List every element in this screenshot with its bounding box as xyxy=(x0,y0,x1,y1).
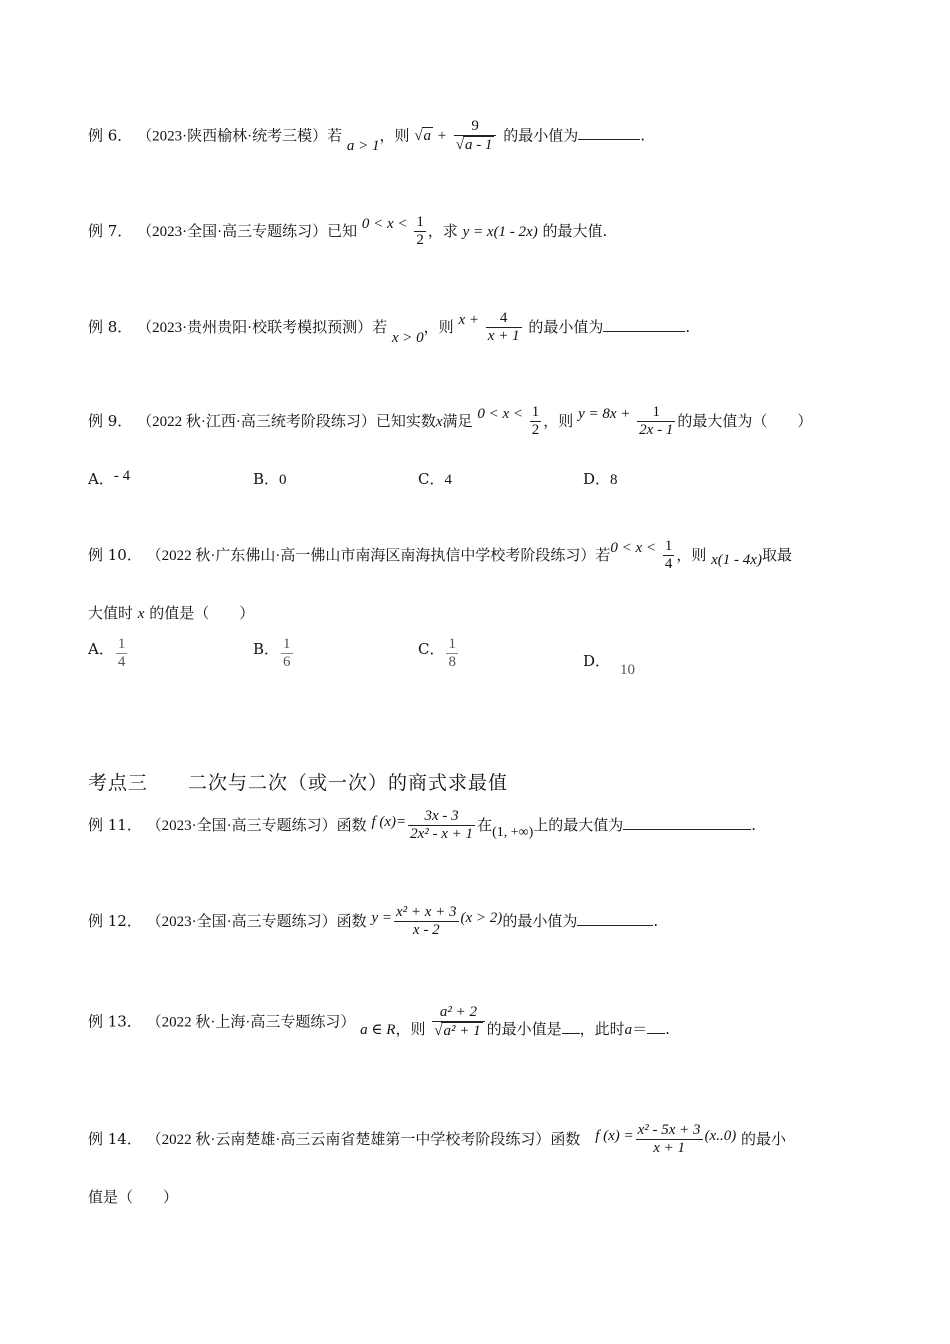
example-source: （2022 秋·云南楚雄·高三云南省楚雄第一中学校考阶段练习） xyxy=(146,1131,551,1148)
choice-d[interactable]: D． 10 xyxy=(583,652,636,678)
fraction: $\frac{1}{2x - 1}$ xyxy=(639,404,674,439)
answer-blank[interactable] xyxy=(578,125,640,140)
choice-c[interactable]: C． $\frac{1}{8}$ xyxy=(418,636,456,671)
fraction: $\frac{3x - 3}{\text{2x² - x + 1}}$ xyxy=(410,808,474,843)
example-7: 例 7． （2023·全国·高三专题练习）已知 0 < x < $\frac{1}{2}$ ，求 y = x(1 - 2x) 的最大值. xyxy=(88,214,608,249)
example-source: （2023·全国·高三专题练习） xyxy=(146,817,337,834)
example-12: 例 12． （2023·全国·高三专题练习）函数 y = $\frac{\text{x² + x + 3}}{x - 2}$ (x > 2)的最小值为 . xyxy=(88,904,659,939)
answer-blank[interactable] xyxy=(623,815,751,830)
example-source: （2023·全国·高三专题练习） xyxy=(137,223,328,240)
fraction: $\frac{9}{√a - 1}$ xyxy=(454,118,497,155)
choice-c[interactable]: C．4 xyxy=(418,470,452,488)
fraction: $\frac{\text{x² + x + 3}}{x - 2}$ xyxy=(395,904,457,939)
example-14-continued: 值是（ ） xyxy=(88,1188,179,1206)
fraction: $\frac{1}{2}$ xyxy=(416,214,424,249)
example-13: 例 13． （2022 秋·上海·高三专题练习） a ∈ R，则 $\frac{\text{a² + 2}}{\text{√a² + 1}}$ 的最小值是 ，此时a＝ . xyxy=(88,1004,670,1040)
condition: a > 1 xyxy=(346,138,380,155)
fraction: $\frac{1}{2}$ xyxy=(531,404,540,439)
section-title: 考点三 二次与二次（或一次）的商式求最值 xyxy=(88,772,509,794)
answer-blank[interactable] xyxy=(562,1019,580,1034)
example-10: 例 10． （2022 秋·广东佛山·高一佛山市南海区南海执信中学校考阶段练习）若0 < x < $\frac{1}{4}$ ，则 x(1 - 4x)取最 xyxy=(88,538,792,573)
choice-b[interactable]: B．0 xyxy=(253,470,287,488)
example-14: 例 14． （2022 秋·云南楚雄·高三云南省楚雄第一中学校考阶段练习）函数 f (x) = $\frac{\text{x² - 5x + 3}}{x + 1}$ (x..0) 的最小 xyxy=(88,1122,787,1157)
answer-blank[interactable] xyxy=(577,911,653,926)
example-6: 例 6． （2023·陕西榆林·统考三模）若 a > 1，则 √a + $\frac{9}{√a - 1}$ 的最小值为 . xyxy=(88,118,646,155)
fraction: $\frac{1}{4}$ xyxy=(664,538,673,573)
example-source: （2023·全国·高三专题练习） xyxy=(146,913,337,930)
example-label: 例 13． xyxy=(88,1012,142,1031)
math-expression: √a + xyxy=(414,128,447,145)
math-expression: y = x(1 - 2x) xyxy=(462,223,538,240)
answer-blank[interactable] xyxy=(647,1019,665,1034)
example-11: 例 11． （2023·全国·高三专题练习）函数 f (x)= $\frac{3x - 3}{\text{2x² - x + 1}}$ 在(1, +∞)上的最大值为 . xyxy=(88,808,757,843)
choice-a[interactable]: A．- 4 xyxy=(88,468,131,488)
example-source: （2022 秋·广东佛山·高一佛山市南海区南海执信中学校考阶段练习） xyxy=(146,547,596,564)
fraction: $\frac{\text{a² + 2}}{\text{√a² + 1}}$ xyxy=(432,1004,484,1041)
choice-d[interactable]: D．8 xyxy=(583,470,618,488)
example-source: （2023·贵州贵阳·校联考模拟预测） xyxy=(137,319,373,336)
example-label: 例 9． xyxy=(88,411,133,430)
answer-blank[interactable] xyxy=(603,317,685,332)
example-label: 例 7． xyxy=(88,221,133,240)
example-label: 例 11． xyxy=(88,815,142,834)
example-label: 例 12． xyxy=(88,911,142,930)
example-label: 例 10． xyxy=(88,545,142,564)
example-10-continued: 大值时 x 的值是（ ） xyxy=(88,604,255,622)
example-8: 例 8． （2023·贵州贵阳·校联考模拟预测）若 x > 0，则 x + $\frac{4}{x + 1}$ 的最小值为 . xyxy=(88,310,691,346)
example-source: （2023·陕西榆林·统考三模） xyxy=(137,128,328,145)
choice-b[interactable]: B． $\frac{1}{6}$ xyxy=(253,636,291,671)
fraction: $\frac{4}{x + 1}$ xyxy=(487,310,520,345)
example-label: 例 14． xyxy=(88,1129,142,1148)
example-label: 例 8． xyxy=(88,317,133,336)
fraction: $\frac{\text{x² - 5x + 3}}{x + 1}$ xyxy=(637,1122,701,1157)
example-source: （2022 秋·江西·高三统考阶段练习） xyxy=(137,413,376,430)
example-label: 例 6． xyxy=(88,126,133,145)
example-source: （2022 秋·上海·高三专题练习） xyxy=(146,1014,356,1031)
example-9: 例 9． （2022 秋·江西·高三统考阶段练习）已知实数x满足 0 < x < $\frac{1}{2}$ ，则 y = 8x + $\frac{1}{2x - 1}$ 的最大值为（ ） xyxy=(88,404,813,439)
choice-a[interactable]: A． $\frac{1}{4}$ xyxy=(88,636,126,671)
